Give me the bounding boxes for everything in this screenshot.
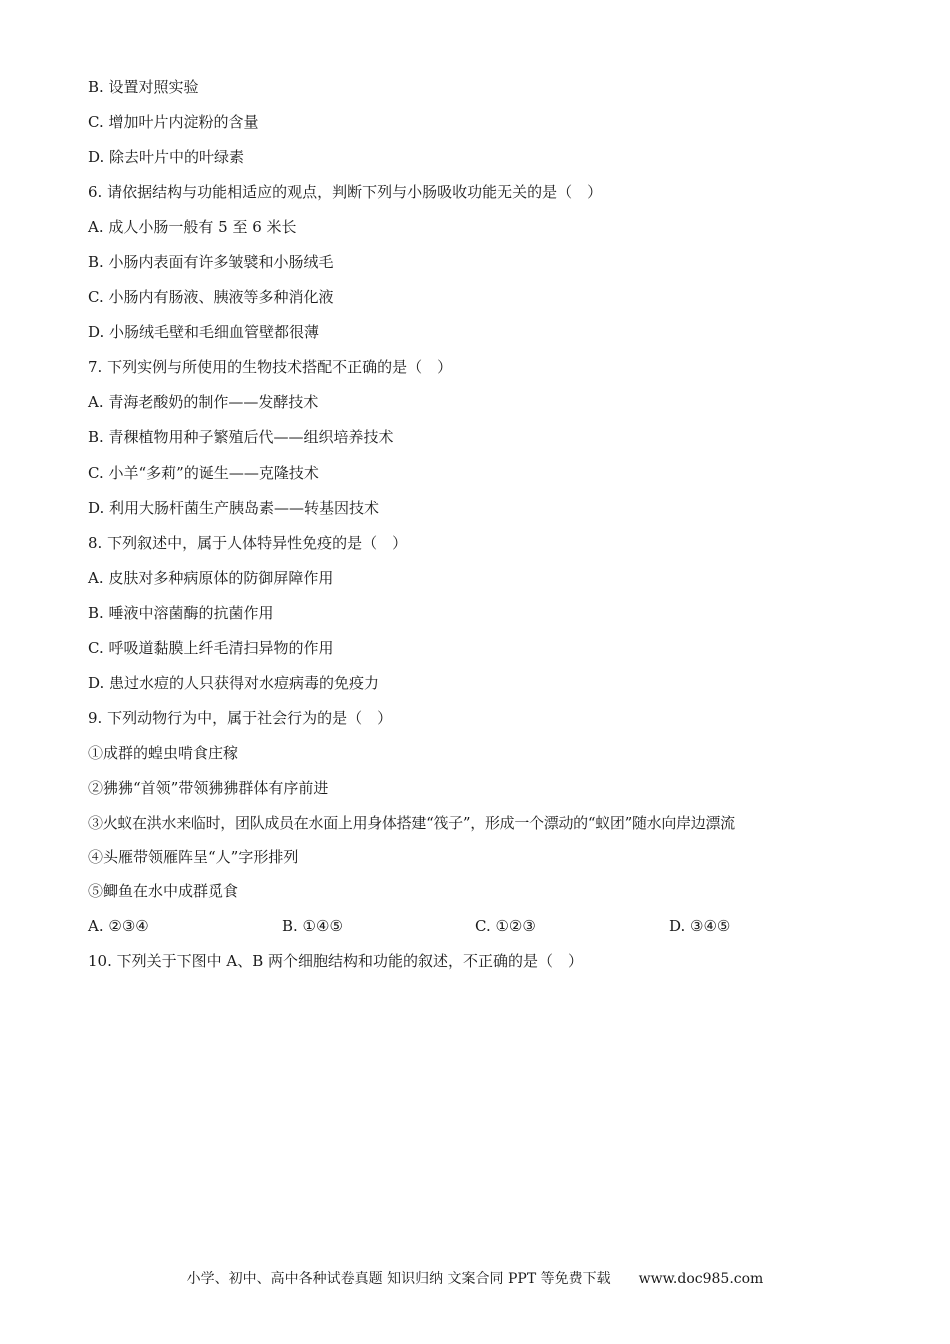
q8-option-c: C. 呼吸道黏膜上纤毛清扫异物的作用	[88, 639, 334, 657]
q9-item-1: ①成群的蝗虫啃食庄稼	[88, 744, 239, 762]
q5-option-c: C. 增加叶片内淀粉的含量	[88, 113, 259, 131]
q9-option-a: A. ②③④	[88, 917, 149, 935]
q9-item-5: ⑤鲫鱼在水中成群觅食	[88, 882, 239, 900]
q9-item-4: ④头雁带领雁阵呈“人”字形排列	[88, 848, 299, 866]
q8-option-a: A. 皮肤对多种病原体的防御屏障作用	[88, 569, 334, 587]
q9-item-2: ②狒狒“首领”带领狒狒群体有序前进	[88, 779, 329, 797]
q9-item-3: ③火蚁在洪水来临时，团队成员在水面上用身体搭建“筏子”，形成一个漂动的“蚁团”随水向岸边漂流	[88, 814, 735, 832]
q9-stem: 9. 下列动物行为中，属于社会行为的是（ ）	[88, 709, 393, 727]
q8-stem: 8. 下列叙述中，属于人体特异性免疫的是（ ）	[88, 534, 408, 552]
q7-option-a: A. 青海老酸奶的制作——发酵技术	[88, 393, 319, 411]
q7-option-b: B. 青稞植物用种子繁殖后代——组织培养技术	[88, 428, 394, 446]
q8-option-b: B. 唾液中溶菌酶的抗菌作用	[88, 604, 274, 622]
q6-option-d: D. 小肠绒毛壁和毛细血管壁都很薄	[88, 323, 320, 341]
q8-option-d: D. 患过水痘的人只获得对水痘病毒的免疫力	[88, 674, 380, 692]
q7-option-c: C. 小羊“多莉”的诞生——克隆技术	[88, 464, 319, 482]
q6-option-c: C. 小肠内有肠液、胰液等多种消化液	[88, 288, 334, 306]
page-footer: 小学、初中、高中各种试卷真题 知识归纳 文案合同 PPT 等免费下载 www.doc985.com	[186, 1271, 764, 1287]
q5-option-d: D. 除去叶片中的叶绿素	[88, 148, 245, 166]
q9-option-b: B. ①④⑤	[282, 917, 343, 935]
q7-stem: 7. 下列实例与所使用的生物技术搭配不正确的是（ ）	[88, 358, 453, 376]
q7-option-d: D. 利用大肠杆菌生产胰岛素——转基因技术	[88, 499, 380, 517]
q5-option-b: B. 设置对照实验	[88, 78, 199, 96]
q10-stem: 10. 下列关于下图中 A、B 两个细胞结构和功能的叙述，不正确的是（ ）	[88, 952, 584, 970]
q6-option-b: B. 小肠内表面有许多皱襞和小肠绒毛	[88, 253, 334, 271]
q9-option-c: C. ①②③	[475, 917, 536, 935]
q9-option-d: D. ③④⑤	[669, 917, 731, 935]
q6-stem: 6. 请依据结构与功能相适应的观点，判断下列与小肠吸收功能无关的是（ ）	[88, 183, 603, 201]
q6-option-a: A. 成人小肠一般有 5 至 6 米长	[88, 218, 297, 236]
